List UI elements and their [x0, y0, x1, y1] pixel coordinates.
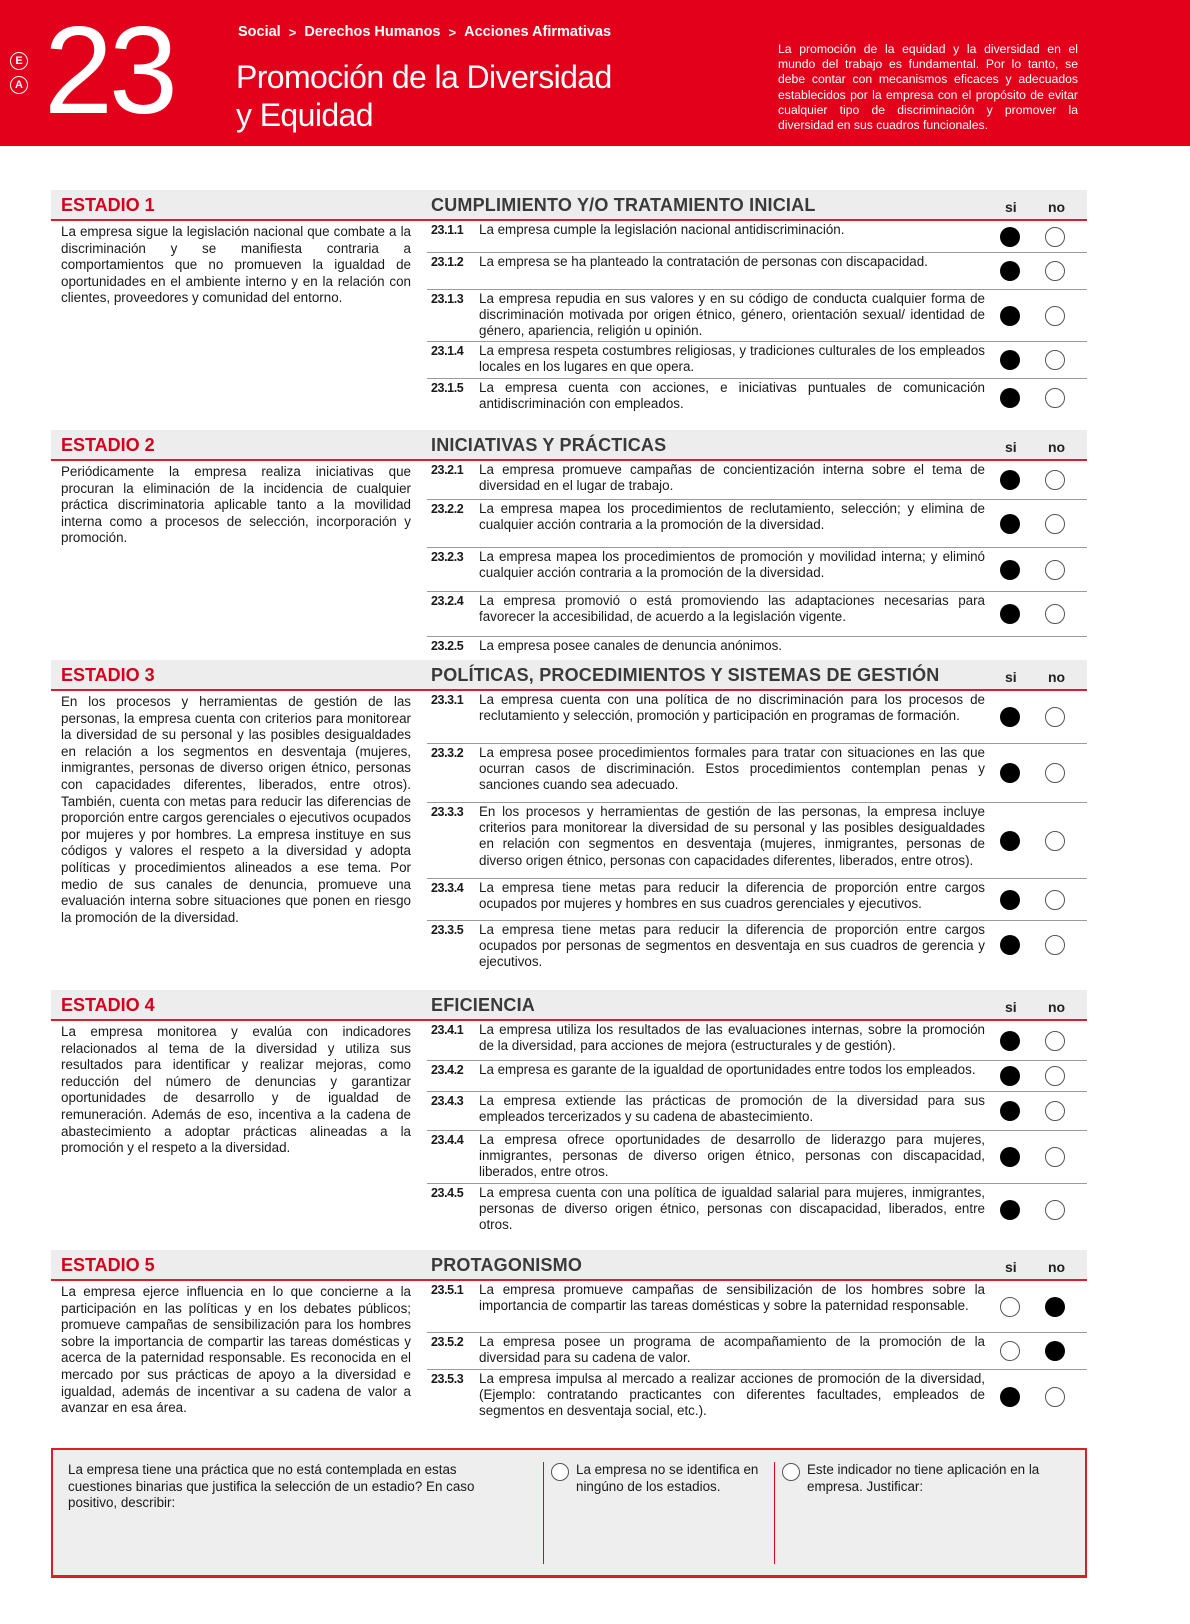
item-list	[427, 1021, 1087, 1236]
question-row	[427, 921, 1087, 969]
question-text: La empresa cuenta con una política de igualdad salarial para mujeres, inmigrantes, personas de diverso origen étnico, personas con discapacidad, liberados, entre otros.	[479, 1185, 985, 1233]
page-title	[236, 58, 612, 134]
question-code: 23.2.2	[431, 502, 464, 516]
question-text: La empresa ofrece oportunidades de desarrollo de liderazgo para mujeres, inmigrantes, personas de diverso origen étnico, personas con discapacidad, liberados, entre otros.	[479, 1132, 985, 1180]
badge-group	[10, 52, 28, 94]
answer-no-radio[interactable]	[1045, 890, 1065, 910]
column-no-label: no	[1048, 999, 1066, 1015]
answer-no-radio[interactable]	[1045, 514, 1065, 534]
question-text: La empresa extiende las prácticas de promoción de la diversidad para sus empleados tercerizados y su cadena de abastecimiento.	[479, 1093, 985, 1125]
answer-si-radio[interactable]	[1000, 261, 1020, 281]
column-no-label: no	[1048, 669, 1066, 685]
answer-si-radio[interactable]	[1000, 388, 1020, 408]
theme-title: INICIATIVAS Y PRÁCTICAS	[431, 435, 667, 455]
divider	[774, 1462, 775, 1564]
stage-title: ESTADIO 2	[61, 435, 155, 455]
breadcrumb-item: Derechos Humanos	[304, 24, 441, 40]
question-row	[427, 1061, 1087, 1092]
answer-si-radio[interactable]	[1000, 1147, 1020, 1167]
question-text: La empresa mapea los procedimientos de reclutamiento, selección; y elimina de cualquier acción contraria a la promoción de la diversidad.	[479, 501, 985, 533]
breadcrumb	[238, 24, 611, 40]
question-text: La empresa repudia en sus valores y en su código de conducta cualquier forma de discriminación motivada por origen étnico, género, orientación sexual/ identidad de género, apariencia, religión u opinión.	[479, 291, 985, 339]
question-code: 23.1.1	[431, 223, 464, 237]
stage-description: Periódicamente la empresa realiza iniciativas que procuran la eliminación de la incidencia de cualquier práctica discriminatoria aplicable tanto a la movilidad interna como a procesos de selección, incorporación y promoción.	[61, 464, 411, 546]
question-text: La empresa impulsa al mercado a realizar acciones de promoción de la diversidad, (Ejemplo: contratando practicantes con diferentes facultades, empleados de segmentos en desventaja social, etc.).	[479, 1371, 985, 1419]
answer-no-radio[interactable]	[1045, 831, 1065, 851]
page-title-line: y Equidad	[236, 97, 373, 133]
answer-si-radio[interactable]	[1000, 1387, 1020, 1407]
chevron-right-icon: >	[448, 24, 457, 40]
answer-si-radio[interactable]	[1000, 763, 1020, 783]
answer-no-radio[interactable]	[1045, 227, 1065, 247]
stage-description: La empresa ejerce influencia en lo que concierne a la participación en las políticas y en los debates públicos; promueve campañas de sensibilización para los hombres sobre la importancia de compartir las tareas domésticas y acerca de la paternidad responsable. Es reconocida en el mercado por sus prácticas de apoyo a la diversidad e igualdad, además de incentivar a su cadena de valor a avanzar en esa área.	[61, 1284, 411, 1416]
question-text: La empresa posee procedimientos formales para tratar con situaciones en las que ocurran casos de discriminación. Estos procedimientos contemplan penas y sanciones cuando sea adecuado.	[479, 745, 985, 793]
question-row	[427, 1281, 1087, 1333]
answer-si-radio[interactable]	[1000, 935, 1020, 955]
intro-text: La promoción de la equidad y la diversidad en el mundo del trabajo es fundamental. Por lo tanto, se debe contar con mecanismos eficaces y adecuados establecidos por la empresa con el propósito de evitar cualquier tipo de discriminación y promover la diversidad en sus cuadros funcionales.	[778, 42, 1078, 133]
answer-no-radio[interactable]	[1045, 1387, 1065, 1407]
option-no-stage[interactable]	[551, 1462, 761, 1495]
column-si-label: si	[1005, 1259, 1017, 1275]
section-header	[51, 430, 1087, 461]
question-row	[427, 379, 1087, 416]
additional-practice-question[interactable]: La empresa tiene una práctica que no está contemplada en estas cuestiones binarias que justifica la selección de un estadio? En caso positivo, describir:	[68, 1462, 475, 1510]
column-no-label: no	[1048, 199, 1066, 215]
theme-title: PROTAGONISMO	[431, 1255, 583, 1275]
answer-no-radio[interactable]	[1045, 306, 1065, 326]
question-code: 23.1.5	[431, 381, 464, 395]
breadcrumb-item: Acciones Afirmativas	[464, 24, 612, 40]
answer-si-radio[interactable]	[1000, 227, 1020, 247]
stage-section	[51, 1250, 1087, 1419]
section-header	[51, 190, 1087, 221]
question-row	[427, 1131, 1087, 1184]
question-text: La empresa promueve campañas de concientización interna sobre el tema de diversidad en el lugar de trabajo.	[479, 462, 985, 494]
question-row	[427, 592, 1087, 637]
additional-practice-box	[51, 1448, 1087, 1578]
theme-title: POLÍTICAS, PROCEDIMIENTOS Y SISTEMAS DE GESTIÓN	[431, 665, 940, 685]
column-si-label: si	[1005, 199, 1017, 215]
question-text: La empresa cuenta con una política de no discriminación para los procesos de reclutamiento y selección, promoción y participación en programas de formación.	[479, 692, 985, 724]
question-row	[427, 879, 1087, 921]
question-text: La empresa respeta costumbres religiosas, y tradiciones culturales de los empleados locales en los lugares en que opera.	[479, 343, 985, 375]
question-code: 23.3.3	[431, 805, 464, 819]
answer-no-radio[interactable]	[1045, 1341, 1065, 1361]
question-row	[427, 290, 1087, 342]
answer-no-radio[interactable]	[1045, 560, 1065, 580]
question-code: 23.3.2	[431, 746, 464, 760]
answer-si-radio[interactable]	[1000, 1101, 1020, 1121]
question-row	[427, 1021, 1087, 1061]
question-text: La empresa utiliza los resultados de las evaluaciones internas, sobre la promoción de la diversidad, para acciones de mejora (estructurales y de gestión).	[479, 1022, 985, 1054]
answer-no-radio[interactable]	[1045, 350, 1065, 370]
column-no-label: no	[1048, 1259, 1066, 1275]
item-list	[427, 691, 1087, 969]
answer-si-radio[interactable]	[1000, 890, 1020, 910]
answer-no-radio[interactable]	[1045, 1031, 1065, 1051]
question-code: 23.4.5	[431, 1186, 464, 1200]
column-si-label: si	[1005, 999, 1017, 1015]
column-no-label: no	[1048, 439, 1066, 455]
stage-title: ESTADIO 3	[61, 665, 155, 685]
stage-description: La empresa sigue la legislación nacional que combate a la discriminación y se manifiesta contraria a comportamientos que no promueven la igualdad de oportunidades en el ambiente interno y en la relación con clientes, proveedores y comunidad del entorno.	[61, 224, 411, 306]
answer-no-radio[interactable]	[1045, 1297, 1065, 1317]
answer-si-radio[interactable]	[1000, 1341, 1020, 1361]
theme-title: CUMPLIMIENTO Y/O TRATAMIENTO INICIAL	[431, 195, 816, 215]
question-code: 23.5.1	[431, 1283, 464, 1297]
question-row	[427, 803, 1087, 879]
question-text: La empresa promovió o está promoviendo las adaptaciones necesarias para favorecer la accesibilidad, de acuerdo a la legislación vigente.	[479, 593, 985, 625]
question-text: La empresa se ha planteado la contratación de personas con discapacidad.	[479, 254, 928, 269]
answer-no-radio[interactable]	[1045, 935, 1065, 955]
indicator-number: 23	[44, 2, 174, 140]
stage-title: ESTADIO 5	[61, 1255, 155, 1275]
question-row	[427, 1184, 1087, 1236]
answer-si-radio[interactable]	[1000, 1297, 1020, 1317]
question-text: La empresa posee un programa de acompañamiento de la promoción de la diversidad para su cadena de valor.	[479, 1334, 985, 1366]
question-text: La empresa mapea los procedimientos de promoción y movilidad interna; y eliminó cualquier acción contraria a la promoción de la diversidad.	[479, 549, 985, 581]
option-no-stage-label: La empresa no se identifica en ningúno de los estadios.	[576, 1462, 759, 1494]
stage-description: La empresa monitorea y evalúa con indicadores relacionados al tema de la diversidad y utiliza sus resultados para identificar y realizar mejoras, como reducción del número de denuncias y garantizar oportunidades de desarrollo y de igualdad de remuneración. Además de eso, incentiva a la cadena de abastecimiento a adoptar prácticas alineadas a la promoción y el respeto a la diversidad.	[61, 1024, 411, 1156]
stage-section	[51, 660, 1087, 970]
question-code: 23.5.3	[431, 1372, 464, 1386]
page-title-line: Promoción de la Diversidad	[236, 59, 612, 95]
question-code: 23.1.3	[431, 292, 464, 306]
question-code: 23.4.1	[431, 1023, 464, 1037]
question-code: 23.2.4	[431, 594, 464, 608]
answer-si-radio[interactable]	[1000, 514, 1020, 534]
page-header	[0, 0, 1190, 146]
section-header	[51, 990, 1087, 1021]
answer-si-radio[interactable]	[1000, 1066, 1020, 1086]
section-header	[51, 1250, 1087, 1281]
theme-title: EFICIENCIA	[431, 995, 536, 1015]
question-text: En los procesos y herramientas de gestión de las personas, la empresa incluye criterios para monitorear la diversidad de su personal y las posibles desigualdades en relación con segmentos en desventaja (mujeres, inmigrantes, personas de diverso origen étnico, personas con capacidades diferentes, liberados, entre otros).	[479, 804, 985, 868]
question-code: 23.1.4	[431, 344, 464, 358]
answer-no-radio[interactable]	[1045, 1147, 1065, 1167]
stage-description: En los procesos y herramientas de gestión de las personas, la empresa cuenta con criterios para monitorear la diversidad de su personal y las posibles desigualdades en relación a los segmentos en desventaja (mujeres, inmigrantes, personas de diverso origen étnico, personas con capacidades diferentes, liberados, entre otros). También, cuenta con metas para reducir las diferencias de proporción entre cargos gerenciales o ejecutivos ocupados por mujeres y por hombres. La empresa instituye en sus códigos y valores el respeto a la diversidad y adopta políticas y procedimientos alineados a ese tema. Por medio de sus canales de denuncia, promueve una evaluación interna sobre situaciones que ponen en riesgo la promoción de la diversidad.	[61, 694, 411, 925]
badge-e-icon: E	[10, 52, 28, 70]
answer-si-radio[interactable]	[1000, 831, 1020, 851]
question-code: 23.3.5	[431, 923, 464, 937]
item-list	[427, 221, 1087, 416]
item-list	[427, 1281, 1087, 1424]
option-not-applicable-label: Este indicador no tiene aplicación en la empresa. Justificar:	[807, 1462, 1040, 1494]
question-row	[427, 342, 1087, 379]
answer-si-radio[interactable]	[1000, 1200, 1020, 1220]
question-row	[427, 691, 1087, 744]
question-row	[427, 548, 1087, 592]
question-code: 23.1.2	[431, 255, 464, 269]
question-row	[427, 1092, 1087, 1131]
answer-no-radio[interactable]	[1045, 763, 1065, 783]
stage-title: ESTADIO 1	[61, 195, 155, 215]
question-code: 23.4.2	[431, 1063, 464, 1077]
question-row	[427, 744, 1087, 803]
answer-si-radio[interactable]	[1000, 560, 1020, 580]
radio-not-applicable[interactable]	[782, 1463, 800, 1481]
question-row	[427, 461, 1087, 500]
chevron-right-icon: >	[288, 24, 297, 40]
answer-no-radio[interactable]	[1045, 1066, 1065, 1086]
question-code: 23.5.2	[431, 1335, 464, 1349]
breadcrumb-item: Social	[238, 24, 281, 40]
question-text: La empresa tiene metas para reducir la diferencia de proporción entre cargos ocupados por mujeres y hombres en sus cuadros gerenciales y ejecutivos.	[479, 880, 985, 912]
question-text: La empresa es garante de la igualdad de oportunidades entre todos los empleados.	[479, 1062, 976, 1077]
radio-no-stage[interactable]	[551, 1463, 569, 1481]
answer-no-radio[interactable]	[1045, 707, 1065, 727]
answer-no-radio[interactable]	[1045, 604, 1065, 624]
divider	[543, 1462, 544, 1564]
question-code: 23.4.3	[431, 1094, 464, 1108]
answer-si-radio[interactable]	[1000, 306, 1020, 326]
question-text: La empresa cumple la legislación nacional antidiscriminación.	[479, 222, 845, 237]
column-si-label: si	[1005, 439, 1017, 455]
question-code: 23.4.4	[431, 1133, 464, 1147]
question-row	[427, 637, 1087, 661]
stage-section	[51, 990, 1087, 1233]
answer-no-radio[interactable]	[1045, 1101, 1065, 1121]
question-row	[427, 1333, 1087, 1370]
answer-si-radio[interactable]	[1000, 350, 1020, 370]
question-row	[427, 1370, 1087, 1424]
question-code: 23.3.4	[431, 881, 464, 895]
question-row	[427, 221, 1087, 253]
question-code: 23.2.3	[431, 550, 464, 564]
answer-si-radio[interactable]	[1000, 604, 1020, 624]
item-list	[427, 461, 1087, 661]
answer-si-radio[interactable]	[1000, 707, 1020, 727]
question-text: La empresa posee canales de denuncia anónimos.	[479, 638, 782, 653]
question-row	[427, 253, 1087, 290]
stage-section	[51, 190, 1087, 412]
answer-no-radio[interactable]	[1045, 261, 1065, 281]
question-text: La empresa cuenta con acciones, e iniciativas puntuales de comunicación antidiscriminación con empleados.	[479, 380, 985, 412]
column-si-label: si	[1005, 669, 1017, 685]
question-code: 23.3.1	[431, 693, 464, 707]
question-text: La empresa tiene metas para reducir la diferencia de proporción entre cargos ocupados por personas de segmentos en desventaja en sus cuadros de gerencia y ejecutivos.	[479, 922, 985, 970]
answer-si-radio[interactable]	[1000, 1031, 1020, 1051]
section-header	[51, 660, 1087, 691]
answer-si-radio[interactable]	[1000, 470, 1020, 490]
badge-a-icon: A	[10, 76, 28, 94]
stage-section	[51, 430, 1087, 653]
answer-no-radio[interactable]	[1045, 388, 1065, 408]
stage-title: ESTADIO 4	[61, 995, 155, 1015]
question-code: 23.2.1	[431, 463, 464, 477]
question-row	[427, 500, 1087, 548]
option-not-applicable[interactable]	[782, 1462, 1082, 1495]
answer-no-radio[interactable]	[1045, 470, 1065, 490]
answer-no-radio[interactable]	[1045, 1200, 1065, 1220]
question-text: La empresa promueve campañas de sensibilización de los hombres sobre la importancia de compartir las tareas domésticas y sobre la paternidad responsable.	[479, 1282, 985, 1314]
question-code: 23.2.5	[431, 639, 464, 653]
